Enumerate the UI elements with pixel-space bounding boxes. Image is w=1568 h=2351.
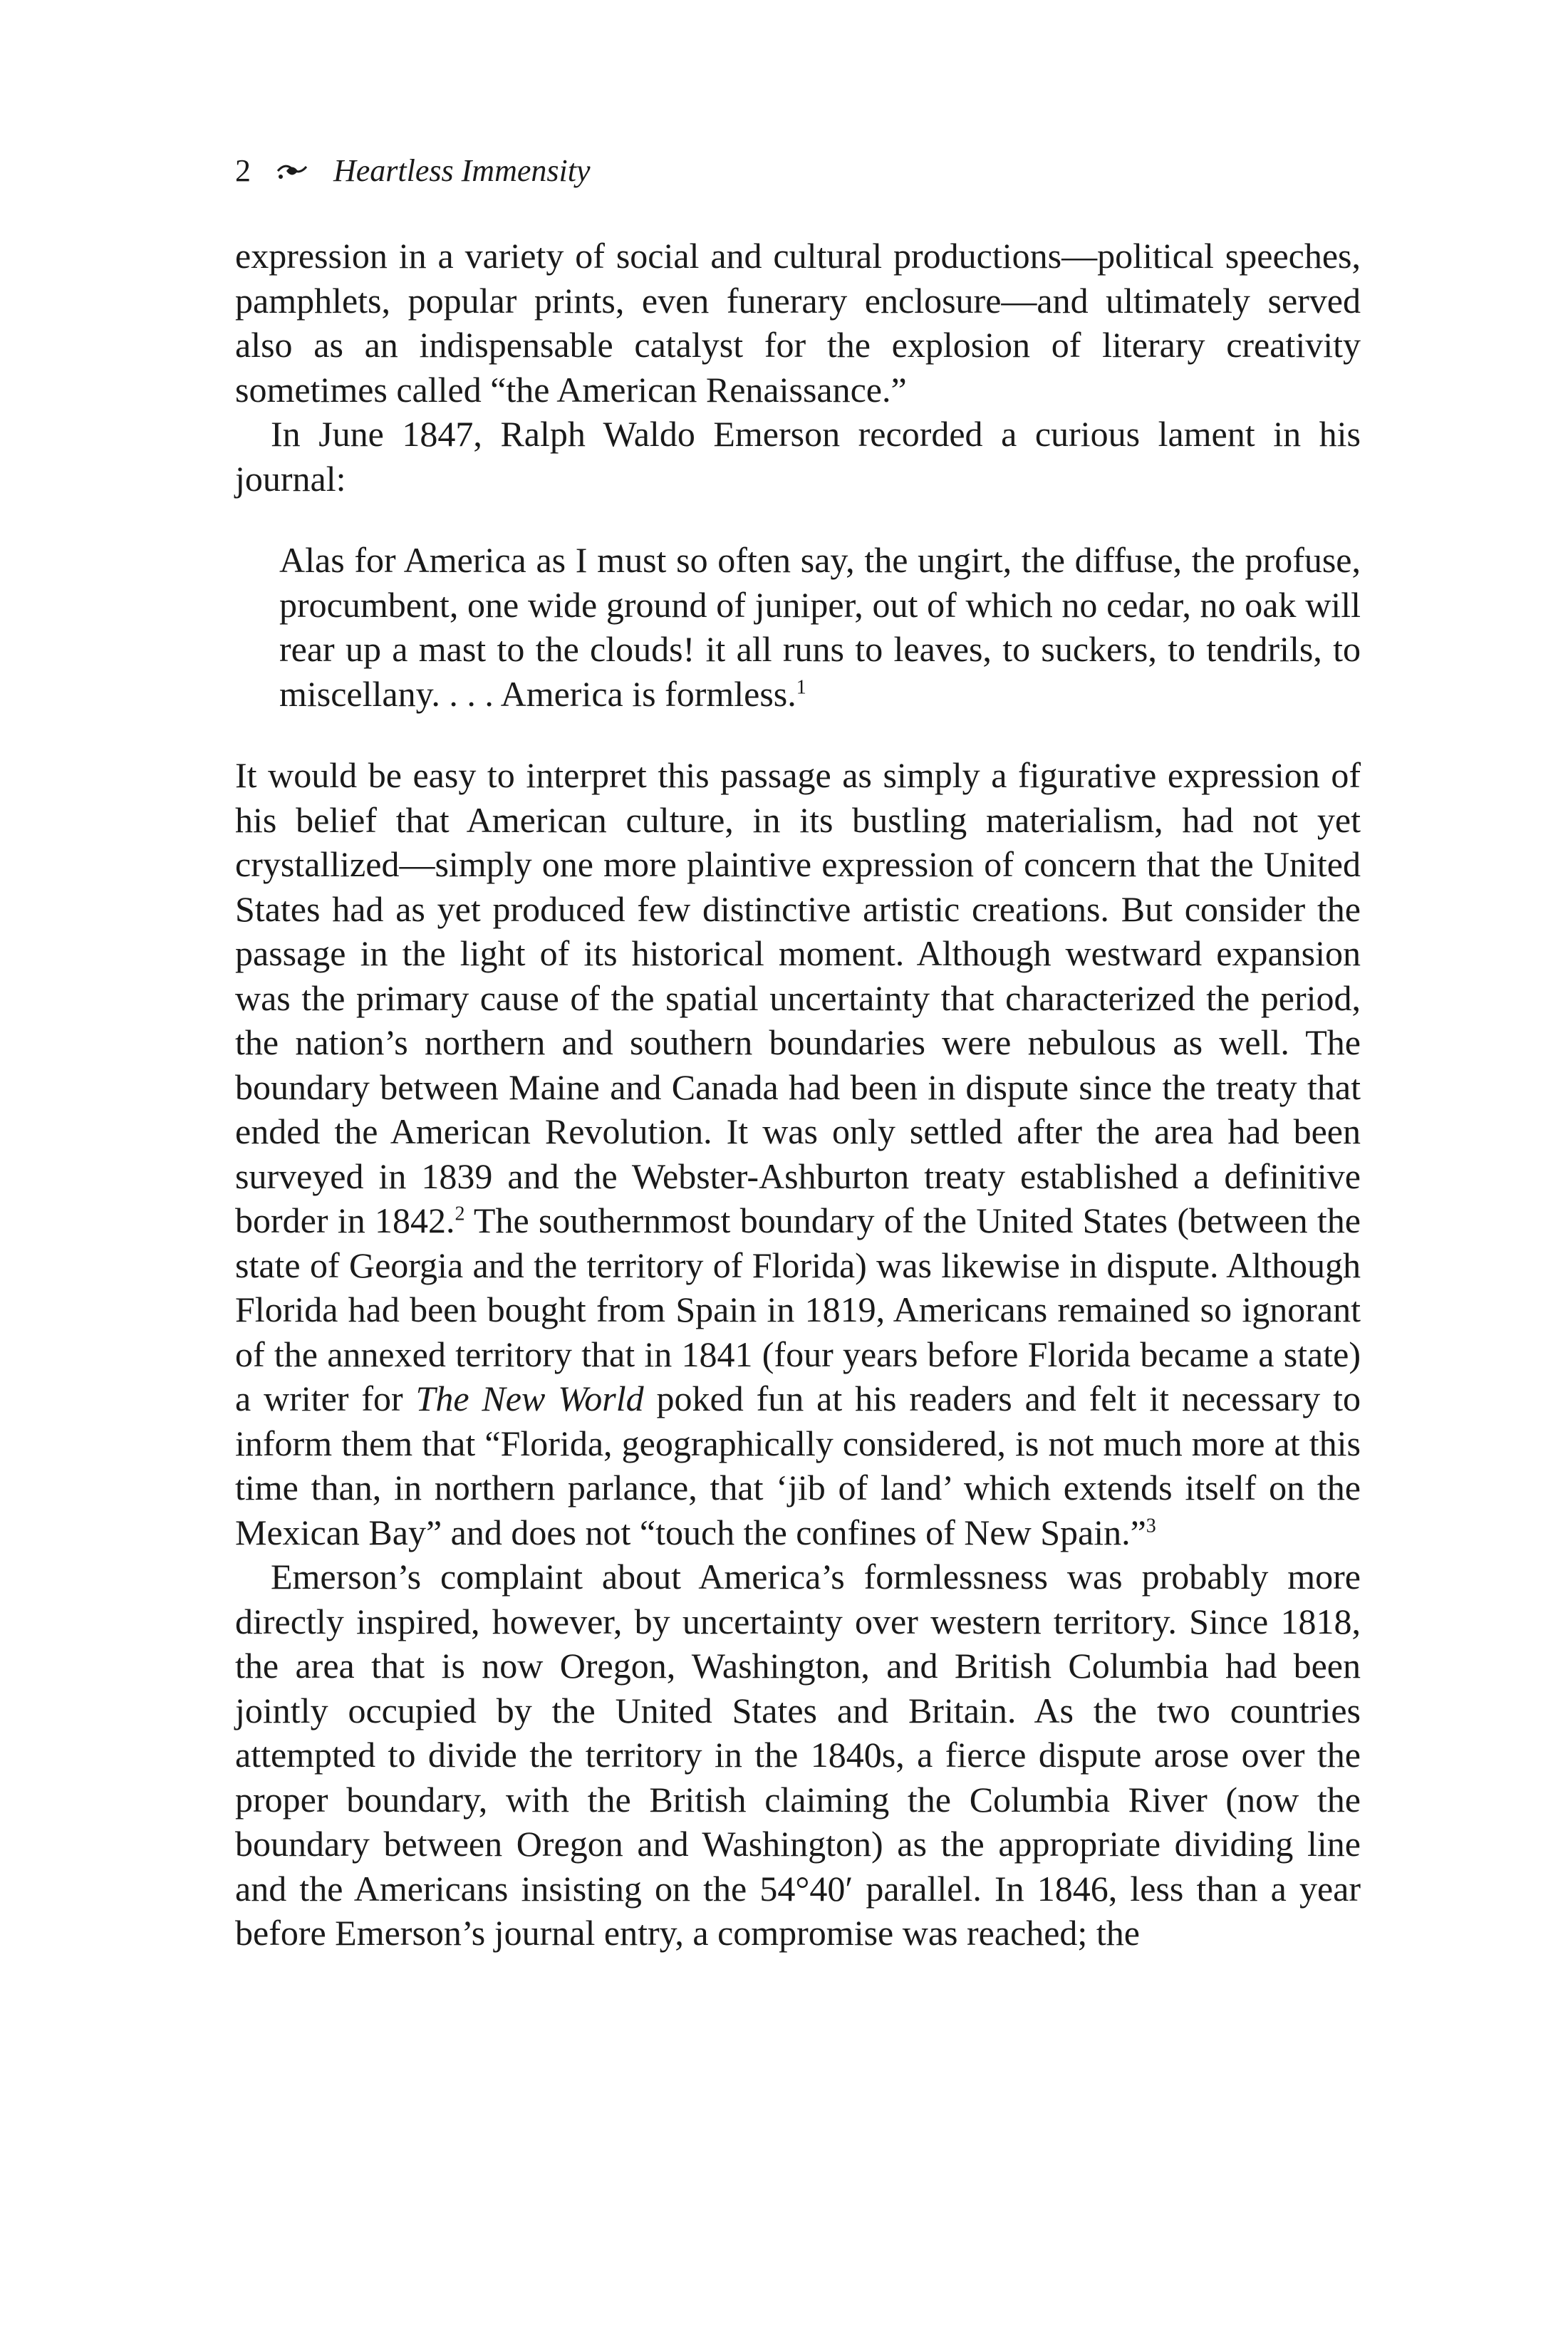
page-number: 2: [235, 152, 251, 188]
fleuron-icon: [276, 160, 308, 182]
quote-text: Alas for America as I must so often say, the ungirt, the diffuse, the profuse, procumbent, one wide ground of juniper, out of which no cedar, no oak will rear up a mast to the clouds! it all runs to leaves, to suckers, to tendrils, to miscellany. . . . America is formless.: [279, 540, 1361, 714]
note-reference-3[interactable]: 3: [1146, 1514, 1156, 1537]
block-quote: [279, 538, 1361, 716]
note-reference-1[interactable]: 1: [796, 675, 806, 698]
note-reference-2[interactable]: 2: [455, 1203, 465, 1225]
book-page: [235, 150, 1361, 1956]
paragraph-1: expression in a variety of social and cultural productions—political speeches, pamphlets, popular prints, even funerary enclosure—and ultimately served also as an indispensable catalyst for the explosion of literary creativity sometimes called “the American Renaissance.”: [235, 236, 1361, 410]
paragraph-3: [235, 753, 1361, 1555]
running-title: Heartless Immensity: [333, 152, 591, 188]
running-head: [235, 150, 1361, 192]
paragraph-4: Emerson’s complaint about America’s formlessness was probably more directly inspired, however, by uncertainty over western territory. Since 1818, the area that is now Oregon, Washington, and British Columbia had been jointly occupied by the United States and Britain. As the two countries attempted to divide the territory in the 1840s, a fierce dispute arose over the proper boundary, with the British claiming the Columbia River (now the boundary between Oregon and Washington) as the appropriate dividing line and the Americans insisting on the 54°40′ parallel. In 1846, less than a year before Emerson’s journal entry, a compromise was reached; the: [235, 1557, 1361, 1953]
paragraph-3-part-3: poked fun at his readers and felt it necessary to inform them that “Florida, geographically considered, is not much more at this time than, in northern parlance, that ‘jib of land’ which extends itself on the Mexican Bay” and does not “touch the confines of New Spain.”: [235, 1379, 1361, 1552]
paragraph-2: In June 1847, Ralph Waldo Emerson recorded a curious lament in his journal:: [235, 414, 1361, 499]
paragraph-3-part-1: It would be easy to interpret this passage as simply a figurative expression of his belief that American culture, in its bustling materialism, had not yet crystallized—simply one more plaintive expression of concern that the United States had as yet produced few distinctive artistic creations. But consider the passage in the light of its historical moment. Although westward expansion was the primary cause of the spatial uncertainty that characterized the period, the nation’s northern and southern boundaries were nebulous as well. The boundary between Maine and Canada had been in dispute since the treaty that ended the American Revolution. It was only settled after the area had been surveyed in 1839 and the Webster-Ashburton treaty established a definitive border in 1842.: [235, 755, 1361, 1240]
paragraph-3-part-2: The southernmost boundary of the United States (between the state of Georgia and the territory of Florida) was likewise in dispute. Although Florida had been bought from Spain in 1819, Americans remained so ignorant of the annexed territory that in 1841 (four years before Florida became a state) a writer for: [235, 1200, 1361, 1418]
periodical-title: The New World: [415, 1379, 644, 1418]
